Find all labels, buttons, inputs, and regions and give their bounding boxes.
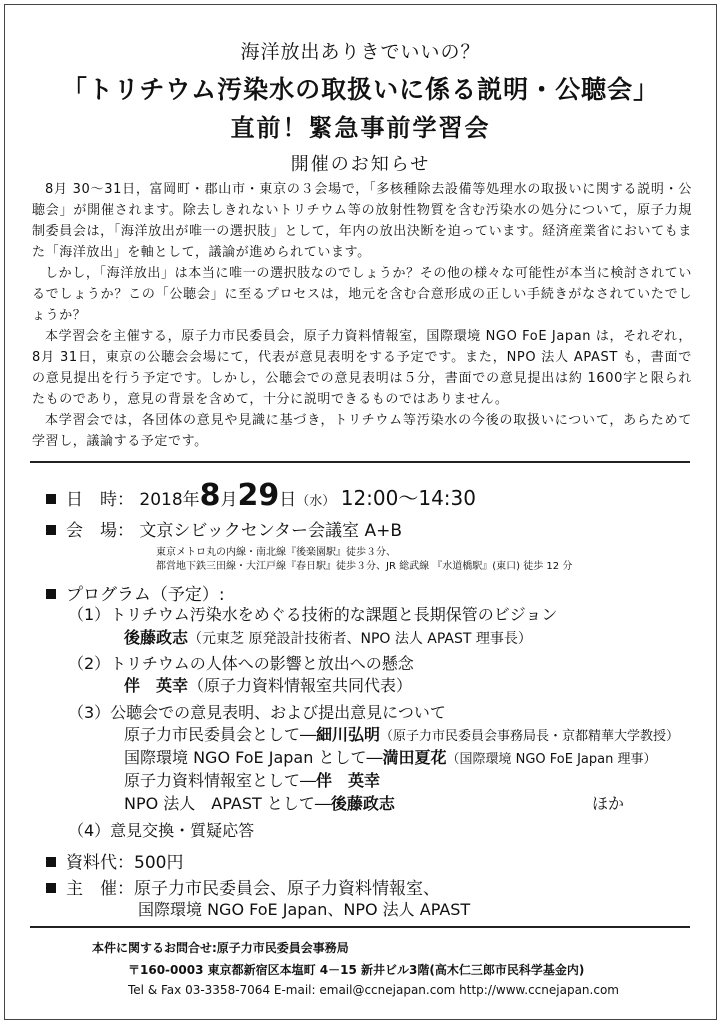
date-time: 12:00～14:30	[340, 486, 476, 510]
venue-name: 文京シビックセンター会議室 A+B	[139, 521, 402, 541]
date-row	[46, 478, 476, 513]
speaker-role: （国際環境 NGO FoE Japan 理事）	[446, 752, 657, 767]
program-item-4: （4）意見交換・質疑応答	[68, 821, 255, 840]
organizer-line-2: 国際環境 NGO FoE Japan、NPO 法人 APAST	[138, 900, 471, 919]
program-item-3-line-3	[124, 768, 380, 791]
intro-paragraph: しかし，「海洋放出」は本当に唯一の選択肢なのでしょうか？その他の様々な可能性が本当に検討されているでしょうか？この「公聴会」に至るプロセスは，地元を含む合意形成の正しい手続きがなされていたでしょうか？	[32, 266, 692, 323]
date-day: 29	[237, 478, 280, 513]
contact-heading: 本件に関するお問合せ:原子力市民委員会事務局	[92, 941, 349, 955]
venue-label: 会 場：	[66, 521, 134, 541]
program-item-3-line-2	[124, 745, 656, 768]
organizer-row	[46, 874, 440, 899]
speaker-name: 細川弘明	[316, 725, 381, 744]
program-item-1: （1）トリチウム汚染水をめぐる技術的な課題と長期保管のビジョン	[68, 605, 558, 624]
speaker-name: 伴 英幸	[316, 771, 381, 790]
fee-value: 500円	[134, 853, 184, 873]
program-item-1-speaker	[124, 625, 532, 648]
program-item-3-line-1	[124, 722, 679, 745]
venue-access-1: 東京メトロ丸の内線・南北線『後楽園駅』徒歩３分、	[156, 547, 396, 558]
page-title: 「トリチウム汚染水の取扱いに係る説明・公聴会」	[61, 75, 660, 104]
square-bullet-icon	[46, 525, 56, 535]
fee-row	[46, 848, 183, 873]
contact-tel: Tel & Fax 03-3358-7064 E-mail: email@ccnejapan.com http://www.ccnejapan.com	[128, 983, 619, 997]
intro-paragraph: 8月 30～31日，富岡町・郡山市・東京の３会場で，「多核種除去設備等処理水の取扱いに関する説明・公聴会」が開催されます。除去しきれないトリチウム等の放射性物質を含む汚染水の処分について，原子力規制委員会は，「海洋放出が唯一の選択肢」として，年内の放出決断を迫っています。経済産業省においてもまた「海洋放出」を軸として，議論が進められています。	[32, 182, 692, 260]
date-month: 8	[199, 478, 221, 513]
notice-heading: 開催のお知らせ	[290, 154, 431, 175]
intro-paragraph: 本学習会を主催する，原子力市民委員会，原子力資料情報室，国際環境 NGO FoE Japan は，それぞれ，8月 31日，東京の公聴会会場にて，代表が意見表明をする予定です。また，NPO 法人 APAST も，書面での意見提出を行う予定です。しかし，公聴会での意見表明は５分，書面での意見提出は約 1600字と限られたものであり，意見の背景を含めて，十分に説明できるものではありません。	[32, 329, 692, 407]
divider	[30, 926, 690, 928]
org-name: 原子力市民委員会として―	[124, 725, 317, 744]
venue-row	[46, 516, 402, 541]
org-name: 原子力資料情報室として―	[124, 771, 317, 790]
organizer-label: 主 催：	[66, 879, 134, 899]
organizer-line-1: 原子力市民委員会、原子力資料情報室、	[134, 879, 440, 899]
intro-paragraph: 本学習会では，各団体の意見や見識に基づき，トリチウム等汚染水の今後の取扱いについて，あらためて学習し，議論する予定です。	[32, 413, 692, 449]
program-item-2-speaker	[124, 673, 412, 696]
date-label: 日 時：	[66, 490, 134, 510]
org-name: NPO 法人 APAST として―	[124, 794, 331, 813]
subtitle: 海洋放出ありきでいいの？	[240, 41, 481, 63]
speaker-name: 伴 英幸	[124, 676, 189, 695]
square-bullet-icon	[46, 857, 56, 867]
square-bullet-icon	[46, 494, 56, 504]
etc-text: ほか	[592, 794, 625, 813]
divider	[30, 461, 690, 463]
speaker-name: 満田夏花	[382, 748, 447, 767]
fee-label: 資料代：	[66, 853, 134, 873]
contact-address: 〒160-0003 東京都新宿区本塩町 4－15 新井ビル3階(高木仁三郎市民科学基金内)	[128, 963, 585, 977]
speaker-role: （元東芝 原発設計技術者、NPO 法人 APAST 理事長）	[188, 631, 532, 647]
date-year: 2018年	[139, 490, 200, 510]
program-item-3-line-4	[124, 791, 395, 814]
venue-access-2: 都営地下鉄三田線・大江戸線『春日駅』徒歩３分、JR 総武線 『水道橋駅』(東口) 徒歩 12 分	[156, 561, 573, 572]
speaker-role: （原子力市民委員会事務局長・京都精華大学教授）	[380, 729, 680, 744]
page-title-2: 直前！緊急事前学習会	[230, 114, 491, 142]
program-item-2: （2）トリチウムの人体への影響と放出への懸念	[68, 654, 414, 673]
date-day-unit: 日	[279, 490, 297, 510]
speaker-role: （原子力資料情報室共同代表）	[188, 676, 413, 695]
square-bullet-icon	[46, 883, 56, 893]
program-item-3: （3）公聴会での意見表明、および提出意見について	[68, 703, 446, 722]
program-label: プログラム（予定）:	[66, 585, 225, 605]
date-weekday: （水）	[296, 494, 336, 509]
speaker-name: 後藤政志	[330, 794, 395, 813]
square-bullet-icon	[46, 589, 56, 599]
org-name: 国際環境 NGO FoE Japan として―	[124, 748, 383, 767]
intro-text	[32, 179, 692, 452]
speaker-name: 後藤政志	[124, 628, 189, 647]
date-month-unit: 月	[220, 490, 238, 510]
